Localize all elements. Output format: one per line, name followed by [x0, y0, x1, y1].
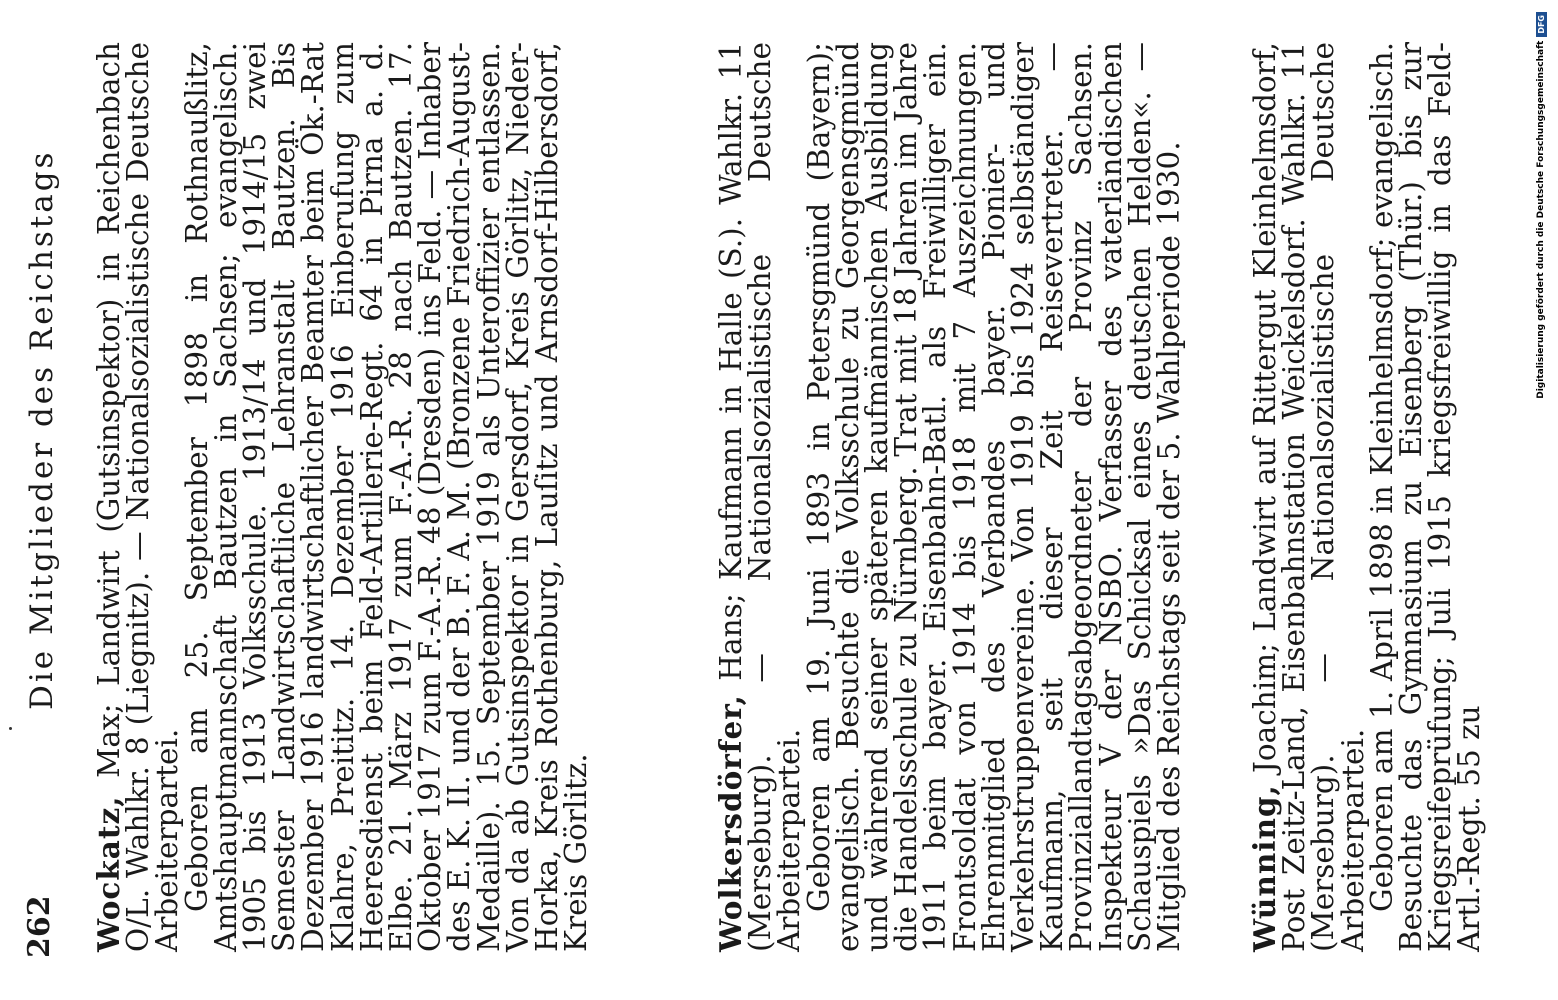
credit-text: Digitalisierung gefördert durch die Deutsche Forschungsgemeinschaft	[1536, 40, 1546, 399]
member-name: Wünning,	[1247, 784, 1282, 952]
digitization-credit-strip	[1528, 12, 1554, 988]
entry-header	[91, 42, 185, 952]
entry-header-text: Hans; Kaufmann in Halle (S.). Wahlkr. 11 (Merseburg). — Nationalsozialistische Deutsche Arbeiterpartei.	[714, 42, 807, 952]
speck-mark	[9, 727, 12, 730]
entry-biography: Geboren am 19. Juni 1893 in Petersgmünd (Bayern); evangelisch. Besuchte die Volksschule zu Georgensgmünd und während seiner späteren kaufmännischen Ausbildung die Handelsschule zu Nürnberg. Trat mit 18 Jahren im Jahre 1911 beim bayer. Eisenbahn-Batl. als Freiwilliger ein. Frontsoldat von 1914 bis 1918 mit 7 Auszeichnungen. Ehrenmitglied des Verbandes bayer. Pionier- und Verkehrstruppenvereine. Von 1919 bis 1924 selbständiger Kaufmann, seit dieser Zeit Reisevertreter. — Provinziallandtagsabgeordneter der Provinz Sachsen. Inspekteur V der NSBO. Verfasser des vaterländischen Schauspiels »Das Schicksal eines deutschen Helden«. — Mitglied des Reichstags seit der 5. Wahlperiode 1930.	[801, 42, 1187, 952]
entry-header-text: Joachim; Landwirt auf Rittergut Kleinhelmsdorf, Post Zeitz-Land, Eisenbahnstation Weickelsdorf. Wahlkr. 11 (Merseburg). — Nationalsozialistische Deutsche Arbeiterpartei.	[1248, 42, 1370, 952]
dfg-logo: DFG	[1536, 12, 1547, 37]
member-name: Wockatz,	[91, 795, 126, 952]
entry-header	[713, 42, 807, 952]
member-name: Wolkersdörfer,	[713, 694, 748, 952]
running-head: Die Mitglieder des Reichstags	[24, 149, 60, 710]
digitization-credit	[1528, 12, 1554, 988]
member-entry	[1247, 42, 1487, 952]
member-entry	[91, 42, 594, 952]
entry-biography: Geboren am 25. September 1898 in Rothnaußlitz, Amtshauptmannschaft Bautzen in Sachsen; evangelisch. 1905 bis 1913 Volksschule. 1913/14 und 1914/15 zwei Semester Landwirtschaftliche Lehranstalt Bautzen. Bis Dezember 1916 landwirtschaftlicher Beamter beim Ök.-Rat Klahre, Preititz. 14. Dezember 1916 Einberufung zum Heeresdienst beim Feld-Artillerie-Regt. 64 in Pirna a. d. Elbe. 21. März 1917 zum F.-A.-R. 28 nach Bautzen. 17. Oktober 1917 zum F.-A.-R. 48 (Dresden) ins Feld. — Inhaber des E. K. II. und der B. F. A. M. (Bronzene Friedrich-August-Medaille). 15. September 1919 als Unteroffizier entlassen. Von da ab Gutsinspektor in Gersdorf, Kreis Görlitz, Nieder-Horka, Kreis Rothenburg, Lauſitz und Arnsdorf-Hilbersdorf, Kreis Görlitz.	[179, 42, 594, 952]
entry-biography: Geboren am 1. April 1898 in Kleinhelmsdorf; evangelisch. Besuchte das Gymnasium zu Eisenberg (Thür.) bis zur Kriegsreifeprüfung; Juli 1915 kriegsfreiwillig in das Feld-Artl.-Regt. 55 zu	[1364, 42, 1487, 952]
entry-header	[1247, 42, 1370, 952]
member-entry	[713, 42, 1187, 952]
entry-header-text: Max; Landwirt (Gutsinspektor) in Reichenbach O/L. Wahlkr. 8 (Liegnitz). — Nationalsozialistische Deutsche Arbeiterpartei.	[92, 42, 185, 952]
page-number: 262	[22, 895, 57, 958]
